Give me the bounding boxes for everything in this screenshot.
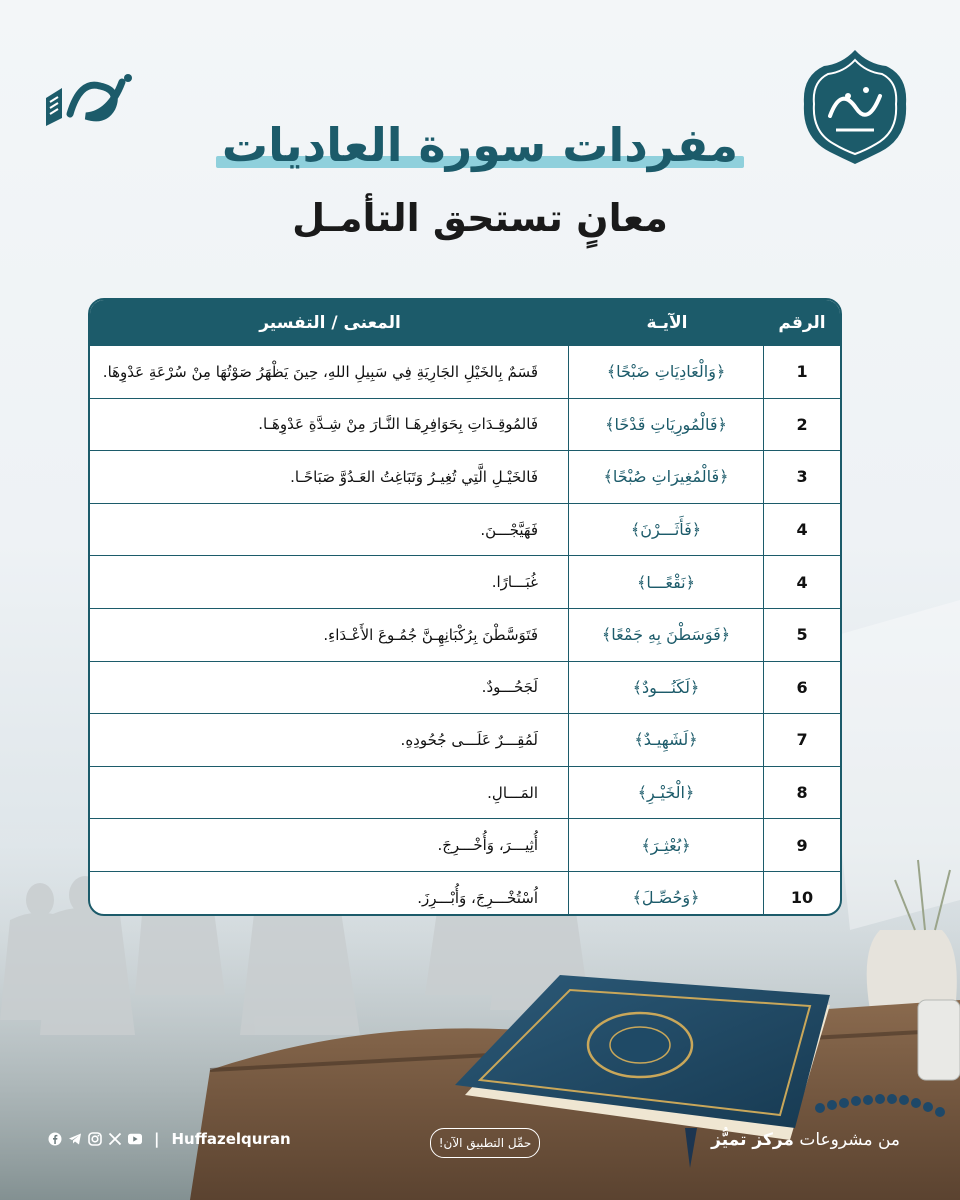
brand-name: مركز تميُّز — [711, 1130, 794, 1150]
row-meaning: المَـــالِ. — [487, 783, 538, 802]
footer — [0, 1118, 960, 1178]
x-icon[interactable] — [108, 1132, 122, 1146]
row-ayah: ﴿فَالْمُورِيَاتِ قَدْحًا﴾ — [568, 399, 763, 451]
row-number: 5 — [763, 609, 840, 661]
row-ayah: ﴿وَحُصِّـلَ﴾ — [568, 872, 763, 916]
row-meaning: لَجَحُـــودٌ. — [481, 678, 538, 697]
row-number: 10 — [763, 872, 840, 916]
row-number: 1 — [763, 346, 840, 398]
row-meaning: فَالمُوقِـدَاتِ بِحَوَافِرِهَـا النَّـارَ مِنْ شِـدَّةِ عَدْوِهَـا. — [258, 415, 538, 434]
table-row — [90, 503, 840, 556]
row-number: 7 — [763, 714, 840, 766]
row-number: 6 — [763, 662, 840, 714]
social-links — [48, 1130, 291, 1148]
row-number: 4 — [763, 504, 840, 556]
table-row — [90, 871, 840, 916]
instagram-icon[interactable] — [88, 1132, 102, 1146]
youtube-icon[interactable] — [128, 1132, 142, 1146]
table-row — [90, 766, 840, 819]
table-row — [90, 555, 840, 608]
row-ayah: ﴿لَكَنُـــودٌ﴾ — [568, 662, 763, 714]
table-row — [90, 608, 840, 661]
brand-prefix: من مشروعات — [799, 1130, 900, 1150]
table-row — [90, 713, 840, 766]
row-meaning: فَهَيَّجْـــنَ. — [480, 520, 538, 539]
row-ayah: ﴿الْخَيْـرِ﴾ — [568, 767, 763, 819]
row-meaning: فَتَوَسَّطْنَ بِرُكْبَانِهِـنَّ جُمُـوعَ الأَعْـدَاءِ. — [323, 625, 538, 644]
table-row — [90, 398, 840, 451]
row-meaning: اُسْتُخْـــرِجَ، وَأُبْـــرِزَ. — [417, 888, 538, 907]
table-row — [90, 818, 840, 871]
row-number: 4 — [763, 556, 840, 608]
page-subtitle: معانٍ تستحق التأمـل — [292, 196, 668, 240]
row-ayah: ﴿فَوَسَطْنَ بِهِ جَمْعًا﴾ — [568, 609, 763, 661]
table-header — [90, 300, 840, 346]
table-row — [90, 661, 840, 714]
row-ayah: ﴿نَقْعًـــا﴾ — [568, 556, 763, 608]
row-meaning: أُثِيـــرَ، وَأُخْـــرِجَ. — [437, 836, 538, 855]
row-number: 8 — [763, 767, 840, 819]
header-meaning: المعنى / التفسير — [259, 313, 401, 333]
row-number: 3 — [763, 451, 840, 503]
row-ayah: ﴿بُعْثِـرَ﴾ — [568, 819, 763, 871]
page-title: مفردات سورة العاديات — [0, 118, 960, 172]
row-ayah: ﴿فَأَثَـــرْنَ﴾ — [568, 504, 763, 556]
header-number: الرقم — [778, 313, 826, 333]
social-handle[interactable]: Huffazelquran — [171, 1130, 291, 1148]
table-body — [90, 346, 840, 916]
table-row — [90, 450, 840, 503]
row-number: 2 — [763, 399, 840, 451]
row-meaning: قَسَمٌ بِالخَيْلِ الجَارِيَةِ فِي سَبِيلِ اللهِ، حِينَ يَظْهَرُ صَوْتُهَا مِنْ سُرْعَةِ عَدْوِهَا. — [102, 362, 538, 381]
brand-credit — [711, 1130, 900, 1150]
download-app-button[interactable]: حمِّل التطبيق الآن! — [430, 1128, 540, 1158]
row-ayah: ﴿فَالْمُغِيرَاتِ صُبْحًا﴾ — [568, 451, 763, 503]
telegram-icon[interactable] — [68, 1132, 82, 1146]
row-meaning: غُبَـــارًا. — [491, 573, 538, 592]
row-ayah: ﴿لَشَهِيـدٌ﴾ — [568, 714, 763, 766]
table-row — [90, 346, 840, 398]
facebook-icon[interactable] — [48, 1132, 62, 1146]
row-number: 9 — [763, 819, 840, 871]
vocabulary-table — [88, 298, 842, 916]
header-ayah: الآيـة — [646, 313, 688, 333]
row-meaning: فَالخَيْـلِ الَّتِي تُغِيـرُ وَتَبَاغِتُ العَـدُوَّ صَبَاحًـا. — [290, 467, 538, 486]
handle-separator: | — [154, 1130, 160, 1148]
row-ayah: ﴿وَالْعَادِيَاتِ ضَبْحًا﴾ — [568, 346, 763, 398]
row-meaning: لَمُقِـــرٌ عَلَـــى جُحُودِهِ. — [400, 730, 538, 749]
